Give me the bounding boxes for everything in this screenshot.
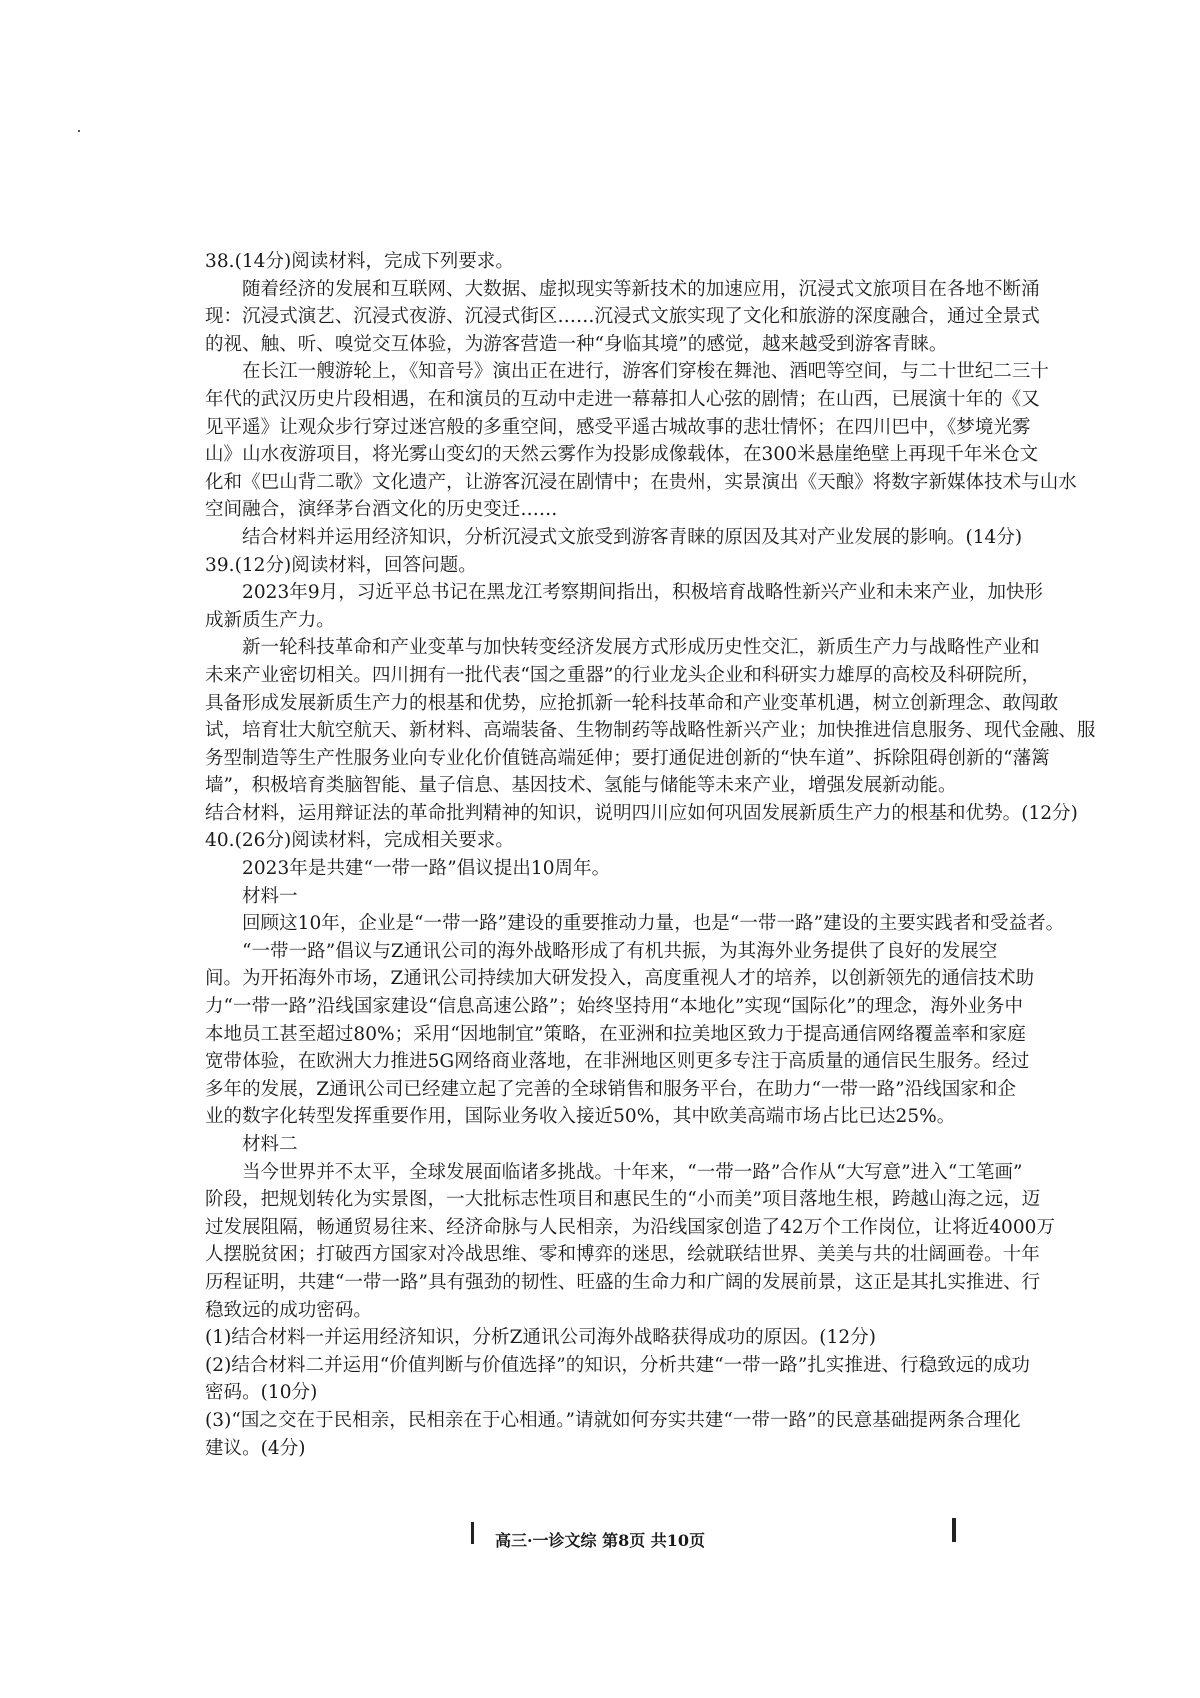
q38-task: 结合材料并运用经济知识，分析沉浸式文旅受到游客青睐的原因及其对产业发展的影响。(14分) — [242, 526, 1023, 548]
page-body — [205, 248, 1096, 1462]
q38-material-line: 在长江一艘游轮上，《知音号》演出正在进行，游客们穿梭在舞池、酒吧等空间，与二十世纪二三十 — [242, 361, 1049, 383]
q40-subquestion-2: (2)结合材料二并运用“价值判断与价值选择”的知识，分析共建“一带一路”扎实推进、行稳致远的成功 — [205, 1354, 1030, 1376]
q38-material-line: 化和《巴山背二歌》文化遗产，让游客沉浸在剧情中；在贵州，实景演出《天酿》将数字新媒体技术与山水 — [205, 471, 1077, 493]
q40-material-1-line: 业的数字化转型发挥重要作用，国际业务收入接近50%，其中欧美高端市场占比已达25%。 — [205, 1106, 956, 1128]
q40-material-2-line: 稳致远的成功密码。 — [205, 1299, 372, 1321]
q40-material-2-line: 人摆脱贫困；打破西方国家对冷战思维、零和博弈的迷思，绘就联结世界、美美与共的壮阔画卷。十年 — [205, 1244, 1040, 1266]
question-39-heading: 39.(12分)阅读材料，回答问题。 — [205, 554, 477, 576]
q40-material-2-line: 历程证明，共建“一带一路”具有强劲的韧性、旺盛的生命力和广阔的发展前景，这正是其扎实推进、行 — [205, 1271, 1041, 1293]
q40-subquestion-3: (3)“国之交在于民相亲，民相亲在于心相通。”请就如何夯实共建“一带一路”的民意基础提两条合理化 — [205, 1409, 1021, 1431]
q38-material-line: 现：沉浸式演艺、沉浸式夜游、沉浸式街区……沉浸式文旅实现了文化和旅游的深度融合，通过全景式 — [205, 306, 1040, 328]
q40-material-2-label: 材料二 — [242, 1134, 298, 1155]
q39-material-line: 试，培育壮大航空航天、新材料、高端装备、生物制药等战略性新兴产业；加快推进信息服务、现代金融、服 — [205, 720, 1096, 742]
page-footer: 高三·一诊文综 第8页 共10页 — [494, 1531, 706, 1550]
q39-material-line: 墙”，积极培育类脑智能、量子信息、基因技术、氢能与储能等未来产业，增强发展新动能。 — [205, 775, 957, 797]
q40-material-1-line: 宽带体验，在欧洲大力推进5G网络商业落地，在非洲地区则更多专注于高质量的通信民生服务。经过 — [205, 1051, 1030, 1073]
q39-material-line: 具备形成发展新质生产力的根基和优势，应抢抓新一轮科技革命和产业变革机遇，树立创新理念、敢闯敢 — [205, 692, 1059, 714]
q40-material-1-label: 材料一 — [242, 885, 298, 907]
q39-material-line: 未来产业密切相关。四川拥有一批代表“国之重器”的行业龙头企业和科研实力雄厚的高校及科研院所， — [205, 664, 1041, 686]
q40-intro: 2023年是共建“一带一路”倡议提出10周年。 — [242, 858, 611, 880]
q38-material-line: 山》山水夜游项目，将光雾山变幻的天然云雾作为投影成像载体，在300米悬崖绝壁上再现千年米仓文 — [205, 444, 1039, 466]
q40-material-1-line: “一带一路”倡议与Z通讯公司的海外战略形成了有机共振，为其海外业务提供了良好的发展空 — [242, 940, 998, 962]
q40-material-1-line: 间。为开拓海外市场，Z通讯公司持续加大研发投入，高度重视人才的培养，以创新领先的通信技术助 — [205, 968, 1035, 990]
q38-material-line: 的视、触、听、嗅觉交互体验，为游客营造一种“身临其境”的感觉，越来越受到游客青睐。 — [205, 333, 948, 355]
q39-material-line: 2023年9月，习近平总书记在黑龙江考察期间指出，积极培育战略性新兴产业和未来产业，加快形 — [242, 582, 1044, 604]
q38-material-line: 随着经济的发展和互联网、大数据、虚拟现实等新技术的加速应用，沉浸式文旅项目在各地不断涌 — [242, 278, 1040, 300]
q38-material-line: 年代的武汉历史片段相遇，在和演员的互动中走进一幕幕扣人心弦的剧情；在山西，已展演十年的《又 — [205, 388, 1040, 410]
q40-material-2-line: 阶段，把规划转化为实景图，一大批标志性项目和惠民生的“小而美”项目落地生根，跨越山海之远，迈 — [205, 1189, 1041, 1211]
q40-material-1-line: 多年的发展，Z通讯公司已经建立起了完善的全球销售和服务平台，在助力“一带一路”沿线国家和企 — [205, 1078, 1017, 1100]
scan-speck — [78, 130, 80, 132]
q40-material-2-line: 当今世界并不太平，全球发展面临诸多挑战。十年来，“一带一路”合作从“大写意”进入“工笔画” — [242, 1161, 1023, 1183]
q40-material-1-line: 回顾这10年，企业是“一带一路”建设的重要推动力量，也是“一带一路”建设的主要实践者和受益者。 — [242, 913, 1065, 935]
q40-subquestion-2-cont: 密码。(10分) — [205, 1382, 318, 1404]
q38-material-line: 见平遥》让观众步行穿过迷宫般的多重空间，感受平遥古城故事的悲壮情怀；在四川巴中，《梦境光雾 — [205, 416, 1031, 438]
q40-subquestion-1: (1)结合材料一并运用经济知识，分析Z通讯公司海外战略获得成功的原因。(12分) — [205, 1327, 877, 1349]
q39-material-line: 成新质生产力。 — [205, 609, 335, 631]
q39-material-line: 务型制造等生产性服务业向专业化价值链高端延伸；要打通促进创新的“快车道”、拆除阻碍创新的“藩篱 — [205, 747, 1050, 769]
q38-material-line: 空间融合，演绎茅台酒文化的历史变迁…… — [205, 499, 558, 521]
q40-subquestion-3-cont: 建议。(4分) — [205, 1437, 306, 1459]
question-40-heading: 40.(26分)阅读材料，完成相关要求。 — [205, 830, 514, 852]
q40-material-1-line: 力“一带一路”沿线国家建设“信息高速公路”；始终坚持用“本地化”实现“国际化”的理念，海外业务中 — [205, 996, 1024, 1018]
q39-material-line: 新一轮科技革命和产业变革与加快转变经济发展方式形成历史性交汇，新质生产力与战略性产业和 — [242, 637, 1040, 659]
q40-material-1-line: 本地员工甚至超过80%；采用“因地制宜”策略，在亚洲和拉美地区致力于提高通信网络覆盖率和家庭 — [205, 1023, 1026, 1045]
q40-material-2-line: 过发展阻隔，畅通贸易往来、经济命脉与人民相亲，为沿线国家创造了42万个工作岗位，让将近4000万 — [205, 1216, 1056, 1238]
question-38-heading: 38.(14分)阅读材料，完成下列要求。 — [205, 251, 514, 272]
q39-task: 结合材料，运用辩证法的革命批判精神的知识，说明四川应如何巩固发展新质生产力的根基和优势。(12分) — [205, 802, 1078, 824]
